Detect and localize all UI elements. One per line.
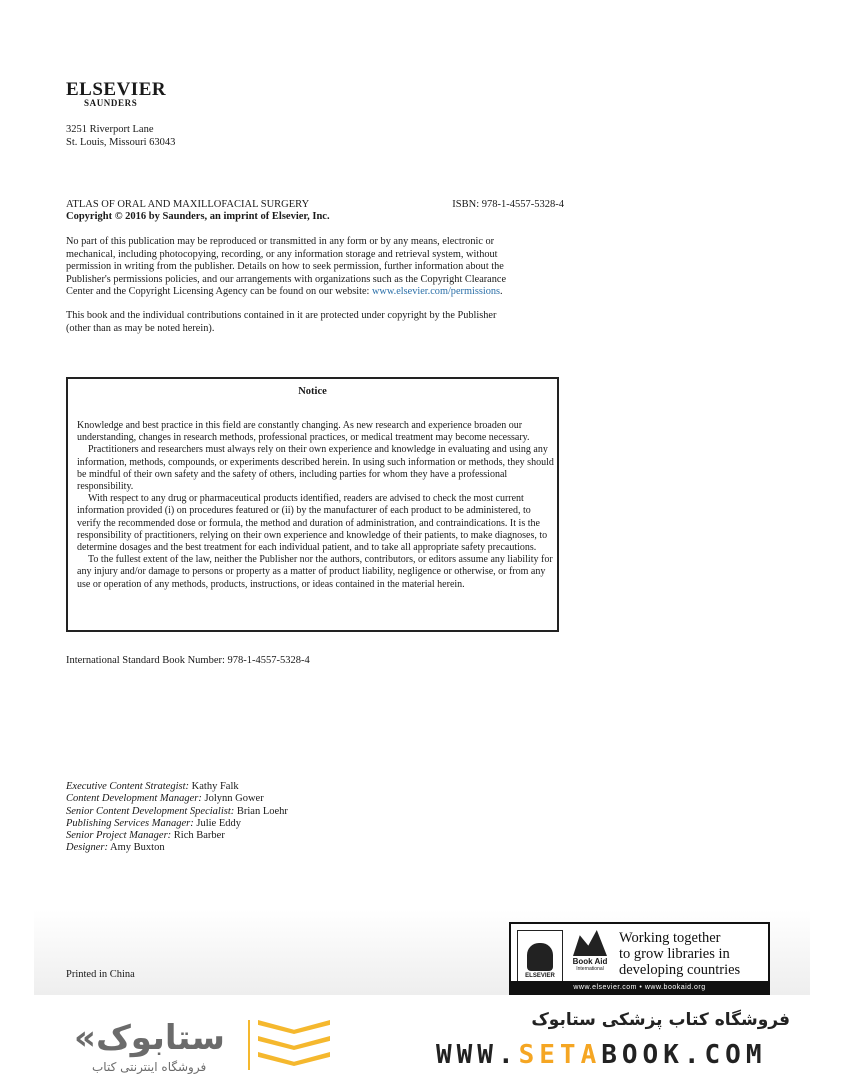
bookaid-banner xyxy=(509,922,770,995)
isbn-short: ISBN: 978-1-4557-5328-4 xyxy=(452,199,564,210)
url-highlight: SETA xyxy=(518,1040,602,1070)
chevron-stack-icon xyxy=(258,1020,330,1070)
bookaid-slogan xyxy=(619,930,769,978)
notice-paragraph: To the fullest extent of the law, neither the Publisher nor the authors, contributors, or editors assume any liability for any injury and/or damage to persons or property as a matter of product liability, negligence or otherwise, or from any use or operation of any methods, products, instructions, or ideas contained in the material herein. xyxy=(77,554,553,590)
notice-box xyxy=(66,377,559,632)
credit-role: Designer: xyxy=(66,842,108,854)
credit-name: Rich Barber xyxy=(173,830,225,842)
address-line-1: 3251 Riverport Lane xyxy=(66,124,154,135)
credit-name: Jolynn Gower xyxy=(204,793,264,805)
publisher-logo: ELSEVIER xyxy=(66,79,167,100)
bookaid-shape xyxy=(573,930,607,956)
credit-name: Amy Buxton xyxy=(110,842,165,854)
credit-role: Executive Content Strategist: xyxy=(66,781,190,792)
notice-paragraph: Knowledge and best practice in this field are constantly changing. As new research and experience broaden our understanding, changes in research methods, professional practices, or medical treatment may become necessary. xyxy=(77,420,530,444)
protection-line: This book and the individual contributions contained in it are protected under copyright by the Publisher xyxy=(66,310,497,321)
url-part: WWW. xyxy=(436,1040,519,1070)
setabook-logo: «ستابوک xyxy=(74,1018,225,1058)
rights-line: permission in writing from the publisher. Details on how to seek permission, further information about the xyxy=(66,261,504,272)
bookaid-logo-icon xyxy=(567,930,613,980)
watermark-divider xyxy=(248,1020,250,1070)
bookaid-logo-text: Book Aid xyxy=(572,957,608,966)
rights-line: No part of this publication may be reproduced or transmitted in any form or by any means, electronic or xyxy=(66,236,495,247)
slogan-line: Working together xyxy=(619,930,721,946)
credit-row xyxy=(66,806,288,818)
permissions-link[interactable]: www.elsevier.com/permissions xyxy=(371,286,501,297)
credits-list xyxy=(66,781,288,855)
credit-name: Julie Eddy xyxy=(196,817,241,829)
credit-name: Brian Loehr xyxy=(236,805,288,817)
printed-in: Printed in China xyxy=(66,969,135,980)
elsevier-tree-icon xyxy=(517,930,563,982)
credit-role: Content Development Manager: xyxy=(66,793,202,805)
rights-line: mechanical, including photocopying, recording, or any information storage and retrieval system, without xyxy=(66,248,498,260)
watermark-url[interactable] xyxy=(436,1040,766,1070)
protection-line: (other than as may be noted herein). xyxy=(66,322,215,334)
notice-paragraph: Practitioners and researchers must always rely on their own experience and knowledge in evaluating and using any information, methods, compounds, or experiments described herein. In using such information or methods, they should be mindful of their own safety and the safety of others, including parties for whom they have a professional responsibility. xyxy=(77,444,554,493)
slogan-line: to grow libraries in xyxy=(619,946,730,962)
bookaid-urls: www.elsevier.com • www.bookaid.org xyxy=(511,981,768,993)
copyright-line: Copyright © 2016 by Saunders, an imprint of Elsevier, Inc. xyxy=(66,211,330,222)
credit-role: Publishing Services Manager: xyxy=(66,817,194,829)
credit-row xyxy=(66,818,288,830)
setabook-tagline: فروشگاه اینترنتی کتاب xyxy=(92,1060,207,1074)
tree-label: ELSEVIER xyxy=(525,973,555,979)
credit-row xyxy=(66,781,288,793)
watermark-title: فروشگاه کتاب پزشکی ستابوک xyxy=(531,1010,790,1030)
credit-row xyxy=(66,842,288,854)
notice-paragraph: With respect to any drug or pharmaceutical products identified, readers are advised to check the most current information provided (i) on procedures featured or (ii) by the manufacturer of each product to be administered, to verify the recommended dose or formula, the method and duration of administration, and contraindications. It is the responsibility of practitioners, relying on their own experience and knowledge of their patients, to make diagnoses, to determine dosages and the best treatment for each individual patient, and to take all appropriate safety precautions. xyxy=(77,493,548,554)
tree-shape xyxy=(527,943,553,971)
bookaid-logo-sub: International xyxy=(576,966,604,972)
address-line-2: St. Louis, Missouri 63043 xyxy=(66,137,176,148)
protection-paragraph xyxy=(66,310,566,335)
notice-body xyxy=(77,420,555,591)
credit-row xyxy=(66,830,288,842)
rights-paragraph xyxy=(66,236,566,299)
rights-line: Publisher's permissions policies, and our arrangements with organizations such as the Copyright Clearance xyxy=(66,273,507,285)
rights-line-end: . xyxy=(500,286,503,297)
rights-line-text: Center and the Copyright Licensing Agency can be found on our website: xyxy=(66,286,372,297)
notice-title: Notice xyxy=(298,386,327,397)
isbn-full: International Standard Book Number: 978-1-4557-5328-4 xyxy=(66,655,310,666)
publisher-imprint: SAUNDERS xyxy=(84,98,138,108)
slogan-line: developing countries xyxy=(619,962,741,978)
credit-role: Senior Project Manager: xyxy=(66,830,172,842)
credit-row xyxy=(66,793,288,805)
book-title: ATLAS OF ORAL AND MAXILLOFACIAL SURGERY xyxy=(66,199,310,210)
credit-name: Kathy Falk xyxy=(191,781,239,792)
url-part: BOOK.COM xyxy=(601,1040,767,1070)
rights-line xyxy=(66,286,566,299)
credit-role: Senior Content Development Specialist: xyxy=(66,805,235,817)
